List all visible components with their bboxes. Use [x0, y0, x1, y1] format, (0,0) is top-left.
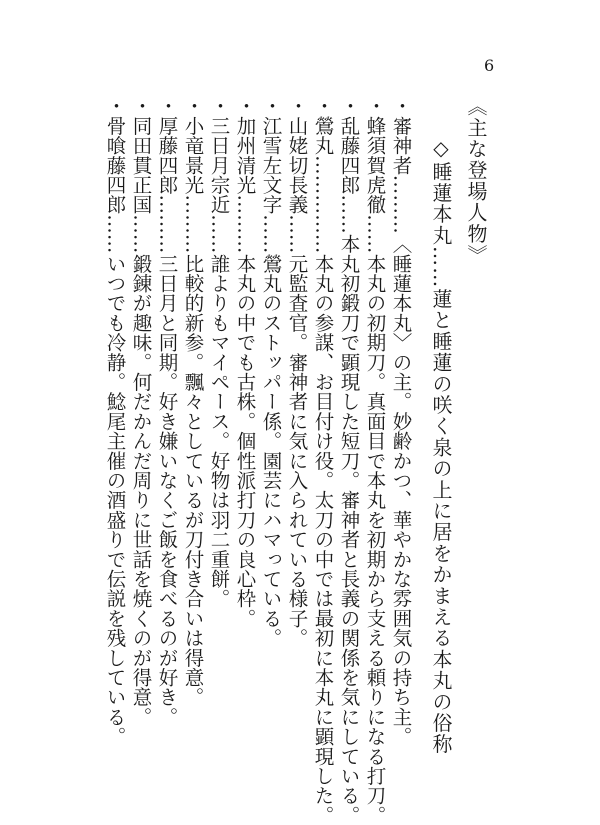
- character-entry-honebami: ・骨喰藤四郎……いつでも冷静。鯰尾主催の酒盛りで伝説を残している。: [103, 96, 127, 747]
- character-entry-koryuu: ・小竜景光………比較的新参。飄々としているが刀付き合いは得意。: [181, 96, 205, 707]
- character-entry-uguisumaru: ・鶯丸……………本丸の参謀、お目付け役。太刀の中では最初に本丸に顕現した。: [311, 96, 335, 825]
- character-entry-doudanuki: ・同田貫正国……鍛錬が趣味。何だかんだ周りに世話を焼くのが得意。: [129, 96, 153, 727]
- character-entry-mikazuki: ・三日月宗近……誰よりもマイペース。好物は羽二重餅。: [207, 96, 231, 609]
- character-entry-atsushi: ・厚藤四郎………三日月と同期。好き嫌いなくご飯を食べるのが好き。: [155, 96, 179, 727]
- character-entry-hachisuka: ・蜂須賀虎徹……本丸の初期刀。真面目で本丸を初期から支える頼りになる打刀。: [363, 96, 387, 825]
- character-entry-kashuu: ・加州清光………本丸の中でも古株。個性派打刀の良心枠。: [233, 96, 257, 628]
- honmaru-description: ◇睡蓮本丸……蓮と睡蓮の咲く泉の上に居をかまえる本丸の俗称: [429, 136, 453, 755]
- page-number: 6: [484, 56, 495, 75]
- character-entry-saniwa: ・審神者………〈睡蓮本丸〉の主。妙齢かつ、華やかな雰囲気の持ち主。: [389, 96, 413, 747]
- section-heading: 《主な登場人物》: [464, 96, 488, 266]
- character-entry-kousetsu: ・江雪左文字……鶯丸のストッパー係。園芸にハマっている。: [259, 96, 283, 648]
- character-entry-chougi: ・山姥切長義……元監査官。審神者に気に入られている様子。: [285, 96, 309, 648]
- character-entry-midare: ・乱藤四郎……本丸初鍛刀で顕現した短刀。審神者と長義の関係を気にしている。: [337, 96, 361, 825]
